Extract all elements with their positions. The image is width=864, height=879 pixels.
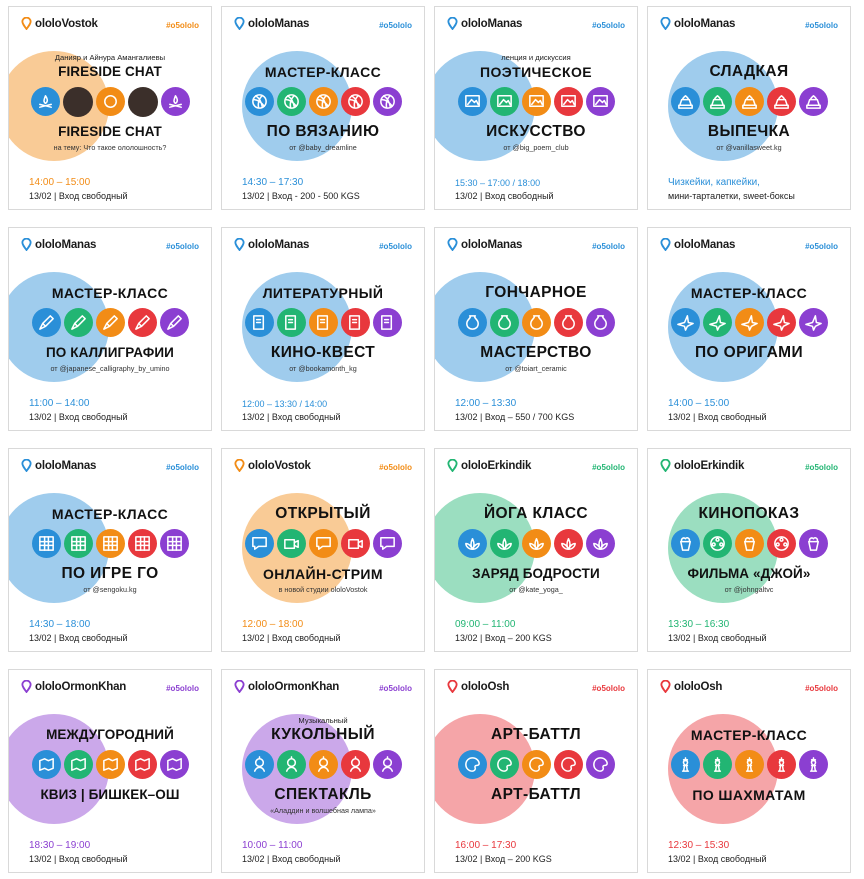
location-pin-icon bbox=[234, 17, 245, 30]
palette-icon bbox=[490, 750, 519, 779]
chat-icon bbox=[373, 529, 402, 558]
brush-icon bbox=[64, 308, 93, 337]
map-icon bbox=[64, 750, 93, 779]
event-subtitle bbox=[222, 274, 424, 284]
venue-label bbox=[447, 680, 509, 693]
icon-row bbox=[9, 529, 211, 559]
event-time: 14:00 – 15:00 bbox=[29, 177, 91, 188]
event-title-line2: ФИЛЬМА «ДЖОЙ» bbox=[687, 566, 811, 581]
event-card[interactable] bbox=[8, 669, 212, 873]
cake-icon bbox=[799, 87, 828, 116]
chess-piece-icon bbox=[799, 750, 828, 779]
icon-row bbox=[9, 87, 211, 117]
map-icon bbox=[160, 750, 189, 779]
event-title-line2: ЗАРЯД БОДРОСТИ bbox=[472, 566, 600, 581]
event-title-line1: МАСТЕР-КЛАСС bbox=[51, 285, 169, 301]
venue-label bbox=[21, 17, 98, 30]
location-pin-icon bbox=[660, 459, 671, 472]
event-subtitle: ленция и дискуссия bbox=[501, 53, 571, 62]
painting-icon bbox=[522, 87, 551, 116]
event-card[interactable] bbox=[434, 448, 638, 652]
location-pin-icon bbox=[660, 680, 671, 693]
cake-icon bbox=[735, 87, 764, 116]
hashtag[interactable]: #o5ololo bbox=[805, 21, 838, 30]
venue-name: ololoManas bbox=[674, 17, 736, 30]
crane-icon bbox=[767, 308, 796, 337]
event-date-entry: 13/02 | Вход свободный bbox=[242, 854, 341, 864]
event-subtitle bbox=[9, 274, 211, 284]
venue-name: ololoManas bbox=[248, 238, 310, 251]
event-date-entry: 13/02 | Вход – 200 KGS bbox=[455, 854, 552, 864]
event-subtitle bbox=[9, 716, 211, 726]
icon-row bbox=[222, 308, 424, 338]
yarn-icon bbox=[277, 87, 306, 116]
venue-label bbox=[447, 238, 522, 251]
vase-icon bbox=[490, 308, 519, 337]
venue-label bbox=[660, 680, 722, 693]
icon-row bbox=[222, 750, 424, 780]
event-time: 14:00 – 15:00 bbox=[668, 398, 730, 409]
event-title-line2: КВИЗ | БИШКЕК–ОШ bbox=[40, 787, 180, 802]
event-date-entry: 13/02 | Вход свободный bbox=[668, 633, 767, 643]
event-date-entry: 13/02 | Вход свободный bbox=[29, 633, 128, 643]
event-title-line2: МАСТЕРСТВО bbox=[480, 344, 592, 361]
hashtag[interactable]: #o5ololo bbox=[166, 21, 199, 30]
film-reel-icon bbox=[767, 529, 796, 558]
go-board-icon bbox=[128, 529, 157, 558]
cake-icon bbox=[671, 87, 700, 116]
event-date-entry: 13/02 | Вход – 550 / 700 KGS bbox=[455, 412, 575, 422]
hashtag[interactable]: #o5ololo bbox=[805, 463, 838, 472]
cake-icon bbox=[703, 87, 732, 116]
event-host: от @toiart_ceramic bbox=[505, 364, 567, 373]
camera-icon bbox=[341, 529, 370, 558]
painting-icon bbox=[554, 87, 583, 116]
event-time: 12:30 – 15:30 bbox=[668, 840, 730, 851]
location-pin-icon bbox=[234, 680, 245, 693]
puppet-icon bbox=[245, 750, 274, 779]
speaker-badge-icon bbox=[96, 87, 125, 116]
hashtag[interactable]: #o5ololo bbox=[379, 463, 412, 472]
location-pin-icon bbox=[234, 238, 245, 251]
event-time: 14:30 – 17:30 bbox=[242, 177, 304, 188]
icon-row bbox=[435, 529, 637, 559]
event-host: от @big_poem_club bbox=[503, 143, 569, 152]
event-time: 09:00 – 11:00 bbox=[455, 619, 516, 630]
hashtag[interactable]: #o5ololo bbox=[592, 242, 625, 251]
venue-name: ololoManas bbox=[35, 238, 97, 251]
event-time: 13:30 – 16:30 bbox=[668, 619, 730, 630]
event-host: «Аладдин и волшебная лампа» bbox=[270, 806, 376, 815]
puppet-icon bbox=[341, 750, 370, 779]
icon-row bbox=[9, 750, 211, 780]
go-board-icon bbox=[32, 529, 61, 558]
go-board-icon bbox=[64, 529, 93, 558]
hashtag[interactable]: #o5ololo bbox=[166, 684, 199, 693]
hashtag[interactable]: #o5ololo bbox=[805, 684, 838, 693]
event-title-line1: КУКОЛЬНЫЙ bbox=[271, 726, 375, 743]
event-title-line2: ПО ВЯЗАНИЮ bbox=[266, 123, 380, 140]
event-title-line1: ЙОГА КЛАСС bbox=[483, 505, 589, 522]
venue-label bbox=[447, 459, 531, 472]
film-reel-icon bbox=[703, 529, 732, 558]
event-time: 10:00 – 11:00 bbox=[242, 840, 303, 851]
book-icon bbox=[277, 308, 306, 337]
hashtag[interactable]: #o5ololo bbox=[805, 242, 838, 251]
chat-icon bbox=[309, 529, 338, 558]
event-card[interactable] bbox=[434, 6, 638, 210]
event-subtitle bbox=[435, 716, 637, 726]
venue-label bbox=[21, 680, 126, 693]
event-host: на тему: Что такое ололошность? bbox=[53, 143, 167, 152]
location-pin-icon bbox=[660, 17, 671, 30]
palette-icon bbox=[522, 750, 551, 779]
campfire-icon bbox=[31, 87, 60, 116]
hashtag[interactable]: #o5ololo bbox=[592, 463, 625, 472]
vase-icon bbox=[586, 308, 615, 337]
icon-row bbox=[435, 87, 637, 117]
event-subtitle: Данияр и Айнура Амангалиевы bbox=[54, 53, 166, 62]
lotus-icon bbox=[554, 529, 583, 558]
chess-piece-icon bbox=[767, 750, 796, 779]
event-date-entry: 13/02 | Вход свободный bbox=[29, 191, 128, 201]
event-card[interactable] bbox=[647, 6, 851, 210]
event-title-line1: ГОНЧАРНОЕ bbox=[485, 284, 587, 301]
location-pin-icon bbox=[447, 17, 458, 30]
yarn-icon bbox=[309, 87, 338, 116]
venue-label bbox=[234, 238, 309, 251]
speaker-photo bbox=[128, 87, 158, 117]
event-time: 12:00 – 13:30 / 14:00 bbox=[242, 399, 328, 409]
go-board-icon bbox=[96, 529, 125, 558]
popcorn-icon bbox=[799, 529, 828, 558]
event-title-line1: МАСТЕР-КЛАСС bbox=[690, 727, 808, 743]
hashtag[interactable]: #o5ololo bbox=[379, 684, 412, 693]
event-subtitle bbox=[435, 274, 637, 284]
hashtag[interactable]: #o5ololo bbox=[379, 21, 412, 30]
location-pin-icon bbox=[447, 238, 458, 251]
crane-icon bbox=[703, 308, 732, 337]
event-title-line1: ЛИТЕРАТУРНЫЙ bbox=[262, 285, 384, 301]
venue-label bbox=[660, 459, 744, 472]
event-date-entry: 13/02 | Вход свободный bbox=[242, 412, 341, 422]
palette-icon bbox=[458, 750, 487, 779]
lotus-icon bbox=[522, 529, 551, 558]
venue-label bbox=[660, 17, 735, 30]
brush-icon bbox=[32, 308, 61, 337]
event-title-line2: КИНО-КВЕСТ bbox=[270, 344, 376, 361]
puppet-icon bbox=[309, 750, 338, 779]
crane-icon bbox=[799, 308, 828, 337]
location-pin-icon bbox=[21, 459, 32, 472]
venue-label bbox=[21, 238, 96, 251]
event-host: от @kate_yoga_ bbox=[509, 585, 563, 594]
venue-name: ololoVostok bbox=[35, 17, 98, 30]
event-subtitle bbox=[648, 53, 850, 63]
event-date-entry: 13/02 | Вход свободный bbox=[29, 854, 128, 864]
speaker-photo bbox=[63, 87, 93, 117]
lotus-icon bbox=[458, 529, 487, 558]
location-pin-icon bbox=[21, 238, 32, 251]
venue-name: ololoErkindik bbox=[674, 459, 745, 472]
go-board-icon bbox=[160, 529, 189, 558]
event-host: от @sengoku.kg bbox=[83, 585, 137, 594]
event-card[interactable] bbox=[434, 669, 638, 873]
map-icon bbox=[128, 750, 157, 779]
hashtag[interactable]: #o5ololo bbox=[166, 463, 199, 472]
event-card[interactable] bbox=[647, 669, 851, 873]
venue-name: ololoManas bbox=[35, 459, 97, 472]
popcorn-icon bbox=[671, 529, 700, 558]
book-icon bbox=[373, 308, 402, 337]
venue-label bbox=[234, 680, 339, 693]
event-host: от @bookamonth_kg bbox=[289, 364, 357, 373]
chat-icon bbox=[245, 529, 274, 558]
event-time: 14:30 – 18:00 bbox=[29, 619, 91, 630]
event-card[interactable] bbox=[221, 448, 425, 652]
puppet-icon bbox=[277, 750, 306, 779]
event-title-line1: ОТКРЫТЫЙ bbox=[275, 505, 371, 522]
hashtag[interactable]: #o5ololo bbox=[592, 21, 625, 30]
venue-label bbox=[234, 17, 309, 30]
venue-name: ololoOsh bbox=[461, 680, 510, 693]
event-subtitle bbox=[648, 716, 850, 726]
location-pin-icon bbox=[21, 680, 32, 693]
event-title-line2: ВЫПЕЧКА bbox=[707, 123, 791, 140]
event-subtitle: Музыкальный bbox=[298, 716, 348, 725]
icon-row bbox=[435, 750, 637, 780]
chess-piece-icon bbox=[735, 750, 764, 779]
venue-name: ololoManas bbox=[674, 238, 736, 251]
location-pin-icon bbox=[21, 17, 32, 30]
icon-row bbox=[648, 529, 850, 559]
venue-name: ololoOrmonKhan bbox=[248, 680, 340, 693]
icon-row bbox=[435, 308, 637, 338]
venue-name: ololoOsh bbox=[674, 680, 723, 693]
venue-name: ololoErkindik bbox=[461, 459, 532, 472]
vase-icon bbox=[522, 308, 551, 337]
event-title-line1: МАСТЕР-КЛАСС bbox=[264, 64, 382, 80]
icon-row bbox=[648, 308, 850, 338]
palette-icon bbox=[554, 750, 583, 779]
venue-label bbox=[447, 17, 522, 30]
event-time: 11:00 – 14:00 bbox=[29, 398, 90, 409]
event-subtitle bbox=[9, 495, 211, 505]
event-date-entry: 13/02 | Вход свободный bbox=[668, 854, 767, 864]
hashtag[interactable]: #o5ololo bbox=[379, 242, 412, 251]
event-card[interactable] bbox=[8, 6, 212, 210]
venue-label bbox=[234, 459, 311, 472]
event-host: от @baby_dreamline bbox=[289, 143, 357, 152]
event-time: Чизкейки, капкейки, bbox=[668, 177, 760, 188]
event-title-line2: АРТ-БАТТЛ bbox=[491, 786, 581, 803]
cake-icon bbox=[767, 87, 796, 116]
event-card[interactable] bbox=[221, 6, 425, 210]
palette-icon bbox=[586, 750, 615, 779]
event-title-line1: ПОЭТИЧЕСКОЕ bbox=[480, 64, 592, 80]
event-subtitle bbox=[648, 495, 850, 505]
book-icon bbox=[245, 308, 274, 337]
yarn-icon bbox=[341, 87, 370, 116]
venue-name: ololoManas bbox=[461, 238, 523, 251]
event-card[interactable] bbox=[647, 448, 851, 652]
event-title-line1: МАСТЕР-КЛАСС bbox=[51, 506, 169, 522]
event-card[interactable] bbox=[221, 669, 425, 873]
venue-label bbox=[660, 238, 735, 251]
event-time: 16:00 – 17:30 bbox=[455, 840, 517, 851]
vase-icon bbox=[458, 308, 487, 337]
chess-piece-icon bbox=[671, 750, 700, 779]
event-date-entry: 13/02 | Вход свободный bbox=[668, 412, 767, 422]
event-title-line1: МАСТЕР-КЛАСС bbox=[690, 285, 808, 301]
event-title-line2: ПО ИГРЕ ГО bbox=[61, 565, 159, 582]
map-icon bbox=[96, 750, 125, 779]
lotus-icon bbox=[490, 529, 519, 558]
brush-icon bbox=[160, 308, 189, 337]
event-date-entry: 13/02 | Вход - 200 - 500 KGS bbox=[242, 191, 360, 201]
crane-icon bbox=[671, 308, 700, 337]
event-date-entry: 13/02 | Вход свободный bbox=[242, 633, 341, 643]
location-pin-icon bbox=[234, 459, 245, 472]
event-time: 12:00 – 18:00 bbox=[242, 619, 304, 630]
event-card[interactable] bbox=[221, 227, 425, 431]
brush-icon bbox=[96, 308, 125, 337]
event-title-line2: ПО ОРИГАМИ bbox=[694, 344, 804, 361]
book-icon bbox=[341, 308, 370, 337]
camera-icon bbox=[277, 529, 306, 558]
painting-icon bbox=[458, 87, 487, 116]
chess-piece-icon bbox=[703, 750, 732, 779]
event-title-line2: ИСКУССТВО bbox=[486, 123, 586, 140]
event-card[interactable] bbox=[8, 227, 212, 431]
hashtag[interactable]: #o5ololo bbox=[592, 684, 625, 693]
brush-icon bbox=[128, 308, 157, 337]
event-host: от @johngaltvc bbox=[724, 585, 774, 594]
popcorn-icon bbox=[735, 529, 764, 558]
icon-row bbox=[222, 529, 424, 559]
puppet-icon bbox=[373, 750, 402, 779]
event-subtitle bbox=[435, 495, 637, 505]
icon-row bbox=[648, 750, 850, 780]
event-title-line1: АРТ-БАТТЛ bbox=[491, 726, 581, 743]
event-time: 18:30 – 19:00 bbox=[29, 840, 91, 851]
book-icon bbox=[309, 308, 338, 337]
event-title-line2: ОНЛАЙН-СТРИМ bbox=[263, 566, 383, 582]
icon-row bbox=[222, 87, 424, 117]
event-host: от @japanese_calligraphy_by_umino bbox=[50, 364, 170, 373]
yarn-icon bbox=[245, 87, 274, 116]
event-date-entry: 13/02 | Вход – 200 KGS bbox=[455, 633, 552, 643]
event-card[interactable] bbox=[647, 227, 851, 431]
event-title-line1: FIRESIDE CHAT bbox=[58, 64, 162, 79]
icon-row bbox=[9, 308, 211, 338]
event-subtitle bbox=[222, 53, 424, 63]
event-title-line2: ПО ШАХМАТАМ bbox=[692, 787, 806, 803]
event-host: от @vanillasweet.kg bbox=[716, 143, 782, 152]
venue-name: ololoManas bbox=[248, 17, 310, 30]
event-host: в новой студии ololoVostok bbox=[278, 585, 368, 594]
vase-icon bbox=[554, 308, 583, 337]
venue-name: ololoVostok bbox=[248, 459, 311, 472]
event-date-entry: 13/02 | Вход свободный bbox=[29, 412, 128, 422]
event-title-line2: СПЕКТАКЛЬ bbox=[274, 786, 372, 803]
campfire-icon bbox=[161, 87, 190, 116]
event-title-line1: МЕЖДУГОРОДНИЙ bbox=[46, 727, 174, 742]
event-subtitle bbox=[648, 274, 850, 284]
yarn-icon bbox=[373, 87, 402, 116]
event-card[interactable] bbox=[434, 227, 638, 431]
event-title-line2: ПО КАЛЛИГРАФИИ bbox=[46, 345, 174, 360]
map-icon bbox=[32, 750, 61, 779]
event-time: 15:30 – 17:00 / 18:00 bbox=[455, 178, 541, 188]
venue-label bbox=[21, 459, 96, 472]
event-title-line2: FIRESIDE CHAT bbox=[58, 124, 162, 139]
crane-icon bbox=[735, 308, 764, 337]
event-subtitle bbox=[222, 495, 424, 505]
location-pin-icon bbox=[447, 459, 458, 472]
event-title-line1: СЛАДКАЯ bbox=[709, 63, 789, 80]
painting-icon bbox=[586, 87, 615, 116]
event-date-entry: 13/02 | Вход свободный bbox=[455, 191, 554, 201]
venue-name: ololoManas bbox=[461, 17, 523, 30]
icon-row bbox=[648, 87, 850, 117]
lotus-icon bbox=[586, 529, 615, 558]
event-title-line1: КИНОПОКАЗ bbox=[698, 505, 800, 522]
event-date-entry: мини-тарталетки, sweet-боксы bbox=[668, 191, 795, 201]
hashtag[interactable]: #o5ololo bbox=[166, 242, 199, 251]
event-card[interactable] bbox=[8, 448, 212, 652]
venue-name: ololoOrmonKhan bbox=[35, 680, 127, 693]
event-time: 12:00 – 13:30 bbox=[455, 398, 517, 409]
location-pin-icon bbox=[660, 238, 671, 251]
painting-icon bbox=[490, 87, 519, 116]
location-pin-icon bbox=[447, 680, 458, 693]
